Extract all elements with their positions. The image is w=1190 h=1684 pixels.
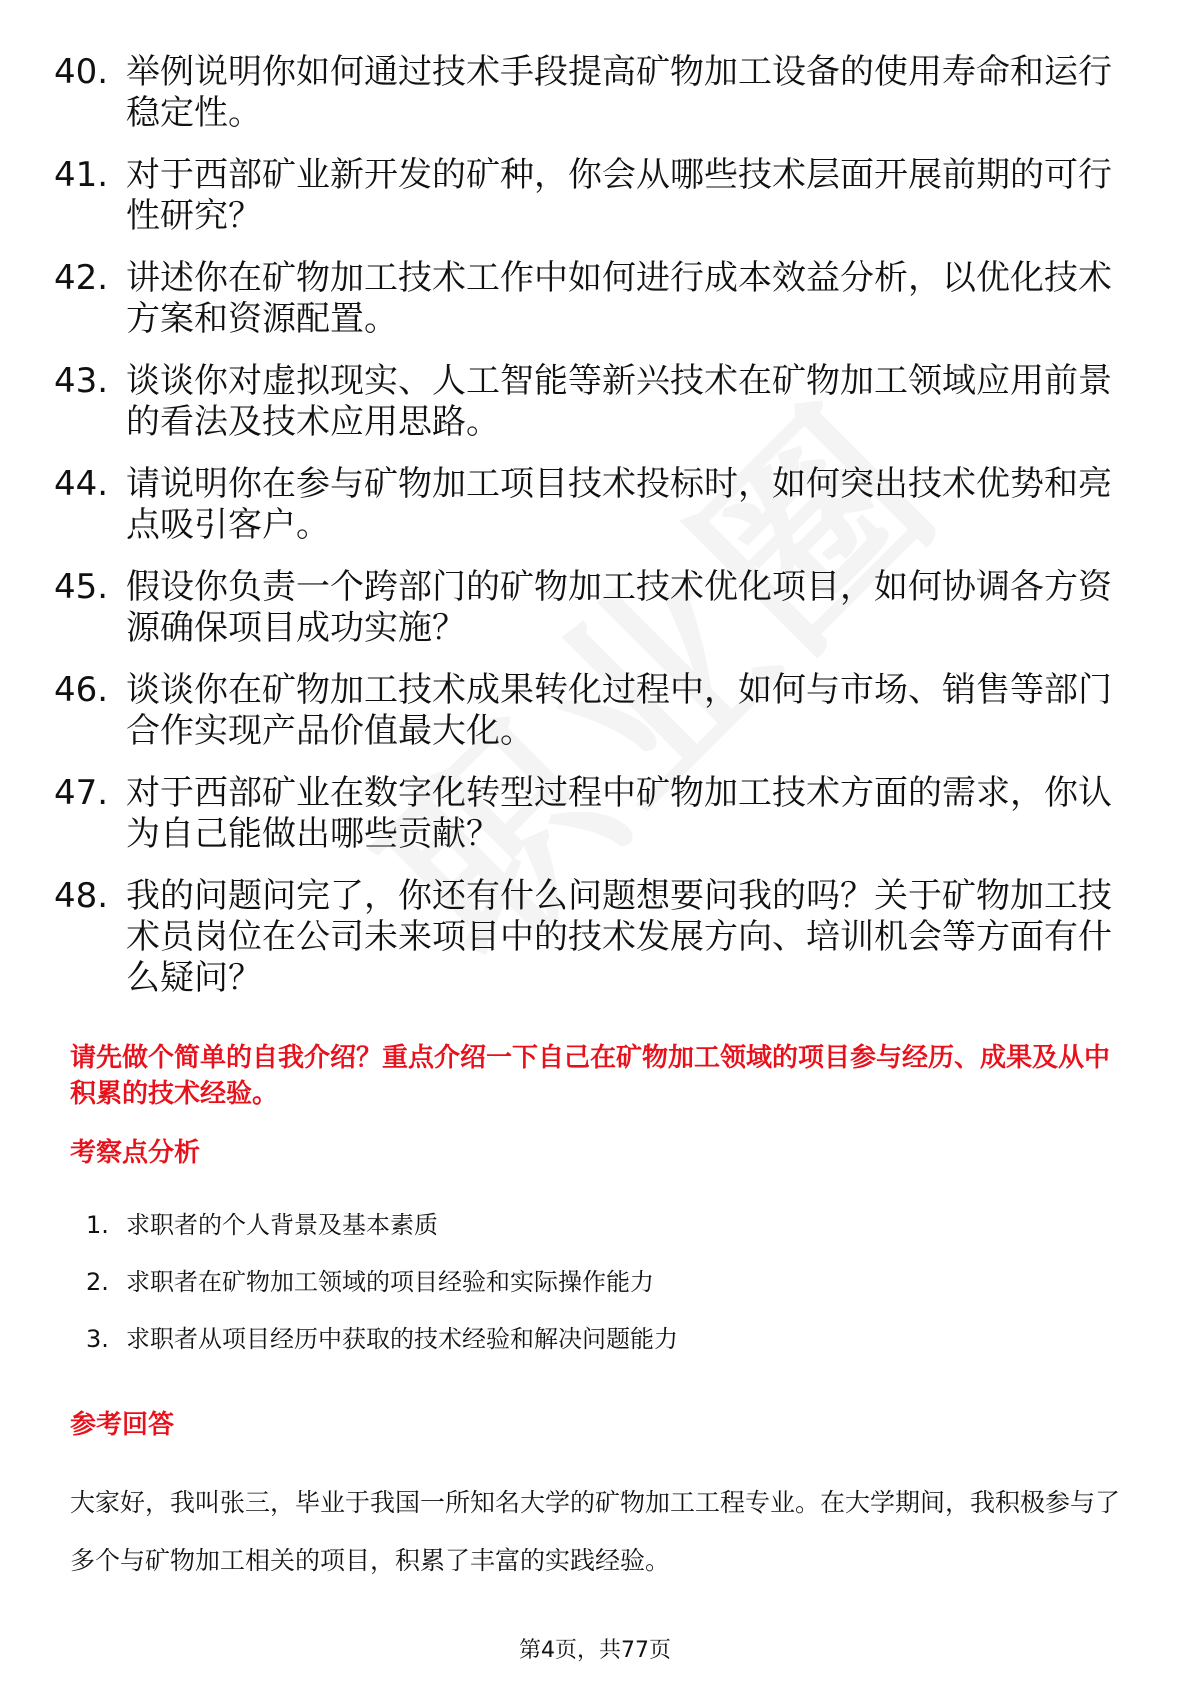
question-number: 46. [54, 670, 109, 710]
question-number: 45. [54, 567, 109, 607]
question-item [54, 155, 1134, 237]
question-text: 谈谈你对虚拟现实、人工智能等新兴技术在矿物加工领域应用前景的看法及技术应用思路。 [126, 361, 1112, 442]
question-number: 42. [54, 258, 109, 298]
question-item [54, 670, 1134, 752]
question-item [54, 773, 1134, 855]
question-item [54, 361, 1134, 443]
question-item [54, 52, 1134, 134]
question-item [54, 567, 1134, 649]
question-text: 假设你负责一个跨部门的矿物加工技术优化项目，如何协调各方资源确保项目成功实施？ [126, 567, 1112, 648]
question-item [54, 258, 1134, 340]
question-number: 43. [54, 361, 109, 401]
question-text: 我的问题问完了，你还有什么问题想要问我的吗？关于矿物加工技术员岗位在公司未来项目中的技术发展方向、培训机会等方面有什么疑问？ [126, 876, 1112, 998]
analysis-point [86, 1210, 1086, 1240]
question-text: 对于西部矿业在数字化转型过程中矿物加工技术方面的需求，你认为自己能做出哪些贡献？ [126, 773, 1112, 854]
question-item [54, 876, 1134, 999]
reference-answer: 大家好，我叫张三，毕业于我国一所知名大学的矿物加工工程专业。在大学期间，我积极参与了多个与矿物加工相关的项目，积累了丰富的实践经验。 [70, 1488, 1121, 1575]
point-number: 2. [86, 1268, 109, 1296]
point-text: 求职者在矿物加工领域的项目经验和实际操作能力 [126, 1268, 654, 1296]
question-item [54, 464, 1134, 546]
question-text: 对于西部矿业新开发的矿种，你会从哪些技术层面开展前期的可行性研究？ [126, 155, 1112, 236]
point-text: 求职者从项目经历中获取的技术经验和解决问题能力 [126, 1325, 678, 1353]
analysis-title: 考察点分析 [70, 1138, 201, 1168]
reference-title: 参考回答 [70, 1410, 175, 1440]
question-text: 举例说明你如何通过技术手段提高矿物加工设备的使用寿命和运行稳定性。 [126, 52, 1112, 133]
question-number: 40. [54, 52, 109, 92]
question-text: 谈谈你在矿物加工技术成果转化过程中，如何与市场、销售等部门合作实现产品价值最大化。 [126, 670, 1112, 751]
point-number: 1. [86, 1211, 109, 1239]
question-number: 44. [54, 464, 109, 504]
highlight-question: 请先做个简单的自我介绍？重点介绍一下自己在矿物加工领域的项目参与经历、成果及从中积累的技术经验。 [70, 1043, 1111, 1109]
question-number: 47. [54, 773, 109, 813]
analysis-points [86, 1210, 1086, 1381]
point-text: 求职者的个人背景及基本素质 [126, 1211, 438, 1239]
question-number: 41. [54, 155, 109, 195]
question-number: 48. [54, 876, 109, 916]
analysis-point [86, 1324, 1086, 1354]
question-text: 讲述你在矿物加工技术工作中如何进行成本效益分析，以优化技术方案和资源配置。 [126, 258, 1112, 339]
question-text: 请说明你在参与矿物加工项目技术投标时，如何突出技术优势和亮点吸引客户。 [126, 464, 1112, 545]
question-list [54, 52, 1134, 1020]
point-number: 3. [86, 1325, 109, 1353]
analysis-point [86, 1267, 1086, 1297]
page-footer: 第4页，共77页 [519, 1638, 671, 1663]
